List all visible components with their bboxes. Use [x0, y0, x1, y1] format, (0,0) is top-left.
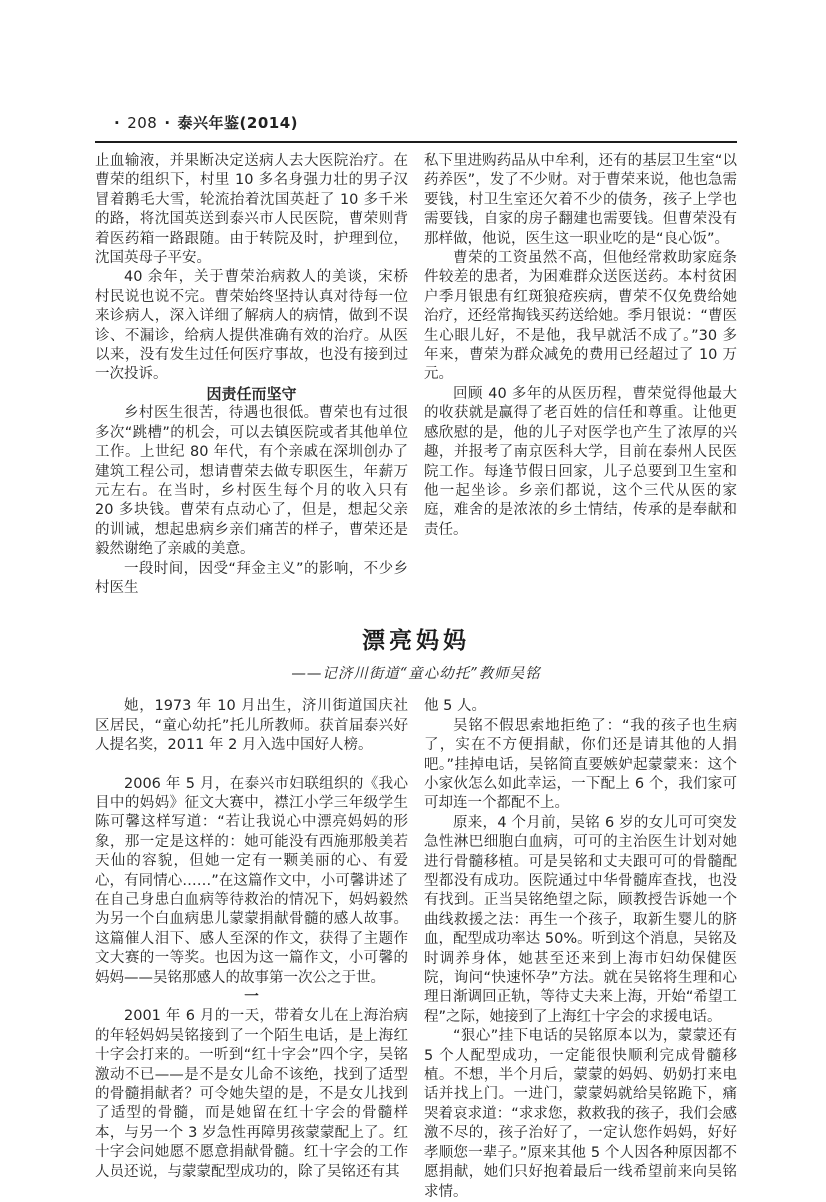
header-dot-left: · — [114, 114, 121, 132]
blank-line — [95, 756, 408, 775]
article2-header — [95, 622, 737, 683]
article2-title: 漂亮妈妈 — [362, 628, 470, 655]
header-dot-right: · — [164, 114, 171, 132]
article1-paragraph: 40 余年，关于曹荣治病救人的美谈，宋桥村民说也说不完。曹荣始终坚持认真对待每一位来诊病人，深入详细了解病人的病情，做到不误诊、不漏诊，给病人提供准确有效的治疗。从医以来，没有发生过任何医疗事故，也没有接到过一次投诉。 — [95, 269, 408, 383]
article2-paragraph: 2006 年 5 月，在泰兴市妇联组织的《我心目中的妈妈》征文大赛中，襟江小学三年级学生陈可馨这样写道：“若让我说心中漂亮妈妈的形象，那一定是这样的：她可能没有西施那般美若天仙的容貌，但她一定有一颗美丽的心、有爱心，有同情心……”在这篇作文中，小可馨讲述了在自己身患白血病等待救治的情况下，妈妈毅然为另一个白血病患儿蒙蒙捐献骨髓的感人故事。这篇催人泪下、感人至深的作文，获得了主题作文大赛的一等奖。也因为这一篇作文，小可馨的妈妈——吴铭那感人的故事第一次公之于世。 — [95, 775, 408, 986]
article1-section-heading: 因责任而坚守 — [206, 384, 297, 403]
article2-paragraph-start: 2001 年 6 月的一天，带着女儿在上海治病的年轻妈妈吴铭接到了一个陌生电话，是上海红十字会打来的。一听到“红十字会”四个字，吴铭激动不已——是不是女儿命不该绝，找到了适型的骨髓捐献者？可令她失望的是，不是女儿找到了适型的骨髓，而是她留在红十字会的骨髓样本，与另一个 3 岁急性再障男孩蒙蒙配上了。红十字会问她愿不愿意捐献骨髓。红十字会的工作人员还说，与蒙蒙配型成功的，除了吴铭还有其 — [95, 1008, 408, 1180]
article1-paragraph-start: 一段时间，因受“拜金主义”的影响，不少乡村医生 — [95, 560, 408, 596]
article2-paragraph: 原来，4 个月前，吴铭 6 岁的女儿可可突发急性淋巴细胞白血病，可可的主治医生计划对她进行骨髓移植。可是吴铭和丈夫跟可可的骨髓配型都没有成功。医院通过中华骨髓库查找，也没有找到。正当吴铭绝望之际，顾教授告诉她一个曲线救援之法：再生一个孩子，取新生婴儿的脐血，配型成功率达 50%。听到这个消息，吴铭及时调养身体，她甚至还来到上海市妇幼保健医院，询问“快速怀孕”方法。就在吴铭将生理和心理日渐调回正轨，等待丈夫来上海，开始“希望工程”之际，她接到了上海红十字会的求援电话。 — [424, 814, 737, 1025]
article2-paragraph: 吴铭不假思索地拒绝了：“我的孩子也生病了，实在不方便捐献，你们还是请其他的人捐吧。”挂掉电话，吴铭简直要嫉妒起蒙蒙来：这个小家伙怎么如此幸运，一下配上 6 个，我们家可可却连一个都配不上。 — [424, 717, 737, 812]
article2-section-divider: 一 — [244, 989, 259, 1006]
article1-right-column — [424, 152, 737, 598]
page-header — [95, 112, 737, 133]
article2-paragraph-continued: 他 5 人。 — [424, 698, 486, 715]
article2-right-column — [424, 697, 737, 1202]
article1-paragraph: 乡村医生很苦，待遇也很低。曹荣也有过很多次“跳槽”的机会，可以去镇医院或者其他单位工作。上世纪 80 年代，有个亲戚在深圳创办了建筑工程公司，想请曹荣去做专职医生，年薪万元左右。在当时，乡村医生每个月的收入只有 20 多块钱。曹荣有点动心了，但是，想起父亲的训诫，想起患病乡亲们痛苦的样子，曹荣还是毅然谢绝了亲戚的美意。 — [95, 405, 408, 558]
article1-left-column — [95, 152, 408, 598]
article2-paragraph: “狠心”挂下电话的吴铭原本以为，蒙蒙还有 5 个人配型成功，一定能很快顺利完成骨髓移植。不想，半个月后，蒙蒙的妈妈、奶奶打来电话并找上门。一进门，蒙蒙妈就给吴铭跪下，痛哭着哀求道：“求求您，救救我的孩子，我们会感激不尽的，孩子治好了，一定认您作妈妈，好好孝顺您一辈子。”原来其他 5 个人因各种原因都不愿捐献，她们只好抱着最后一线希望前来向吴铭求情。 — [424, 1028, 737, 1200]
article2-left-column — [95, 697, 408, 1202]
header-rule — [95, 141, 737, 143]
book-title: 泰兴年鉴(2014) — [177, 114, 299, 132]
article1-doctor-story — [95, 152, 737, 598]
page-number: 208 — [127, 114, 158, 132]
article1-paragraph: 回顾 40 多年的从医历程，曹荣觉得他最大的收获就是赢得了老百姓的信任和尊重。让他更感欣慰的是，他的儿子对医学也产生了浓厚的兴趣，并报考了南京医科大学，目前在泰州人民医院工作。每逢节假日回家，儿子总要到卫生室和他一起坐诊。乡亲们都说，这个三代从医的家庭，难舍的是浓浓的乡土情结，传承的是奉献和责任。 — [424, 385, 737, 538]
article1-paragraph-continued: 私下里进购药品从中牟利，还有的基层卫生室“以药养医”，发了不少财。对于曹荣来说，他也急需要钱，村卫生室还欠着不少的债务，孩子上学也需要钱，自家的房子翻建也需要钱。但曹荣没有那样做，他说，医生这一职业吃的是“良心饭”。 — [424, 153, 737, 247]
article1-paragraph-continued: 止血输液，并果断决定送病人去大医院治疗。在曹荣的组织下，村里 10 多名身强力壮的男子汉冒着鹅毛大雪，轮流抬着沈国英赶了 10 多千米的路，将沈国英送到泰兴市人民医院，曹荣则背着医药箱一路跟随。由于转院及时，护理到位，沈国英母子平安。 — [95, 153, 408, 267]
article1-paragraph: 曹荣的工资虽然不高，但他经常救助家庭条件较差的患者，为困难群众送医送药。本村贫困户季月银患有红斑狼疮疾病，曹荣不仅免费给她治疗，还经常掏钱买药送给她。季月银说：“曹医生心眼儿好，不是他，我早就活不成了。”30 多年来，曹荣为群众减免的费用已经超过了 10 万元。 — [424, 250, 737, 383]
article2-paragraph: 她，1973 年 10 月出生，济川街道国庆社区居民，“童心幼托”托儿所教师。获首届泰兴好人提名奖，2011 年 2 月入选中国好人榜。 — [95, 698, 408, 754]
article2-subtitle: ——记济川街道“童心幼托”教师吴铭 — [291, 666, 541, 683]
article2-mother-story — [95, 697, 737, 1202]
